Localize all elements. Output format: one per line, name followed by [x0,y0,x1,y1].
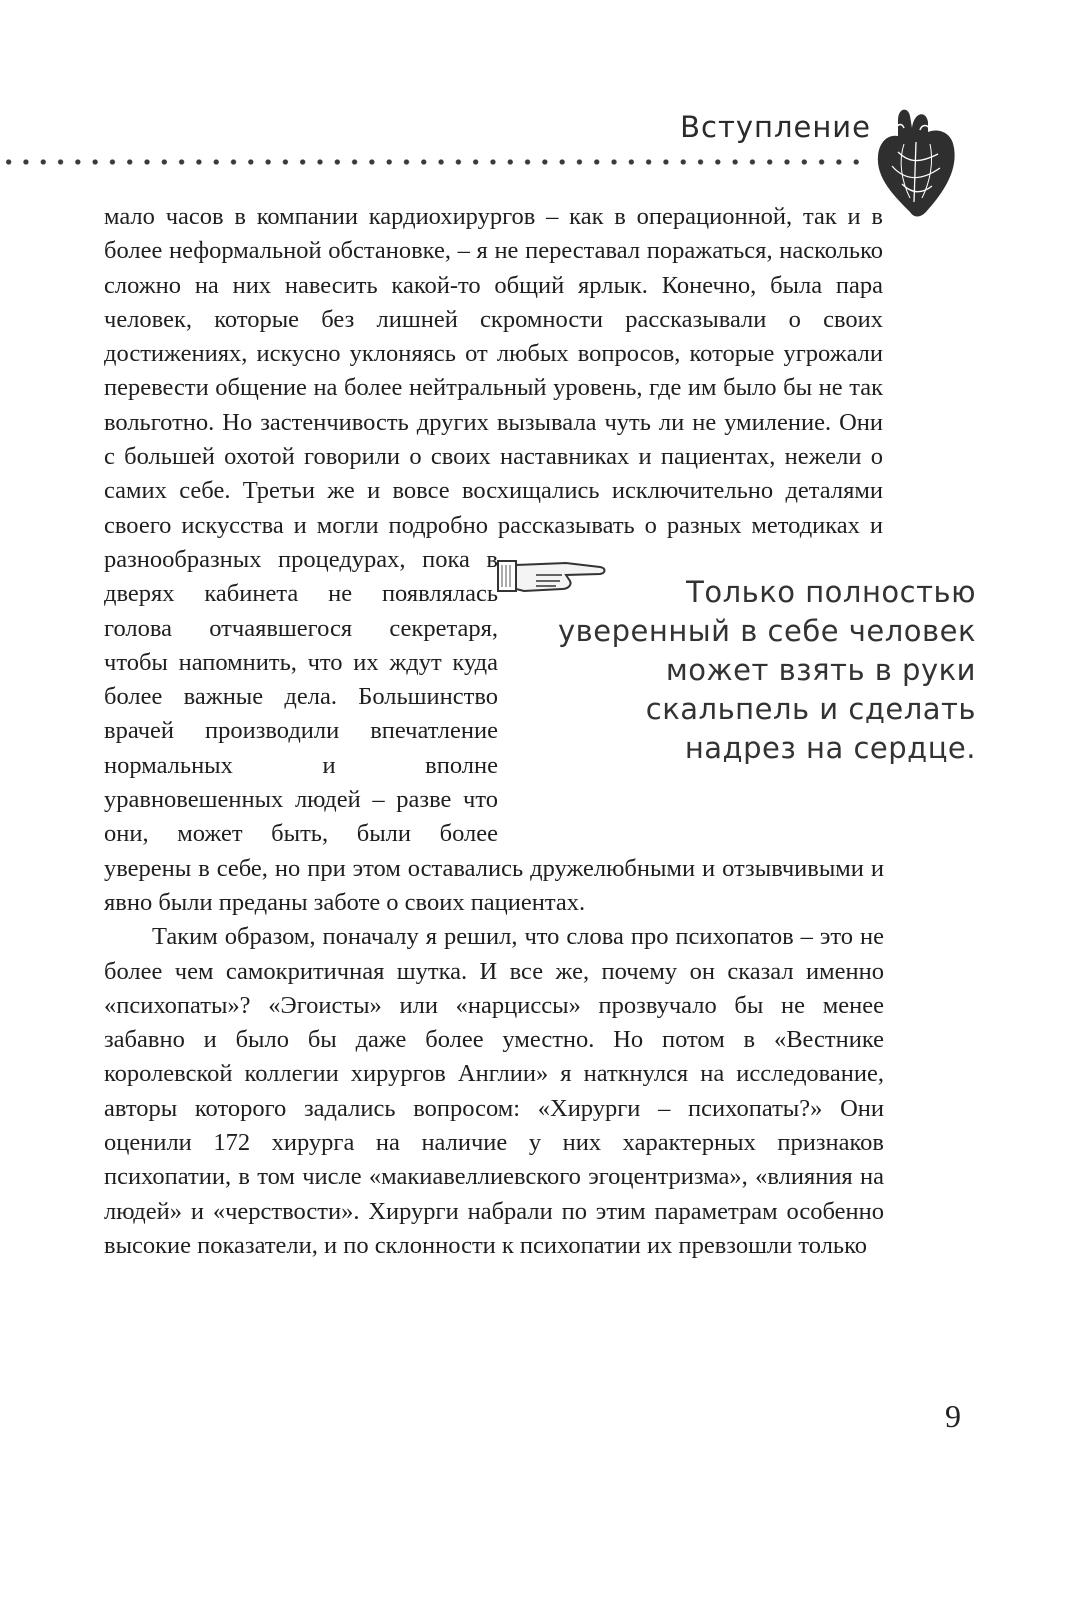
paragraph: мало часов в компании кардиохирургов – как в операционной, так и в более неформальной обстановке, – я не переставал поражаться, насколько сложно на них навесить какой-то общий ярлык. Конечно, была пара человек, которые без лишней скромности рассказывали о своих достижениях, искусно уклоняясь от любых вопросов, которые угрожали перевести общение на более нейтральный уровень, где им было бы не так вольготно. Но застенчивость других вызывала чуть ли не умиление. Они с большей охотой говорили о своих наставниках и пациентах, нежели о самих себе. Третьи же и вовсе восхищались исключительно деталями своего искусства и могли подробно рассказывать о разных методиках и разнообразных процедурах, пока в дверях кабинета не появлялась голова отчаявшегося секретаря, чтобы напомнить, что их ждут куда более важные дела. Большинство врачей производили впечатление нормальных и вполне уравновешенных людей – разве что они, может быть, были более уверены в себе, но при этом оставались дружелюбными и отзывчивыми и явно были преданы заботе о своих пациентах. [104,203,884,916]
pull-quote-line: Только полностью [686,575,976,609]
pull-quote-line: может взять в руки [665,653,976,687]
float-spacer [883,200,884,543]
pull-quote-line: скальпель и сделать [645,692,976,726]
page-number: 9 [945,1398,961,1434]
pull-quote-line: надрез на сердце. [684,731,976,765]
section-title: Вступление [680,110,871,144]
pull-quote [516,573,976,768]
dotted-rule [0,159,865,165]
body-text [104,200,976,1263]
paragraph: Таким образом, поначалу я решил, что слова про психопатов – это не более чем самокритичная шутка. И все же, почему он сказал именно «психопаты»? «Эгоисты» или «нарциссы» прозвучало бы не менее забавно и было бы даже более уместно. Но потом в «Вестнике королевской коллегии хирургов Англии» я наткнулся на исследование, авторы которого задались вопросом: «Хирурги – психопаты?» Они оценили 172 хирурга на наличие у них характерных признаков психопатии, в том числе «макиавеллиевского эгоцентризма», «влияния на людей» и «черствости». Хирурги набрали по этим параметрам особенно высокие показатели, и по склонности к психопатии их превзошли только [104,923,884,1259]
pull-quote-line: уверенный в себе человек [558,614,976,648]
pull-quote-box [512,543,976,823]
